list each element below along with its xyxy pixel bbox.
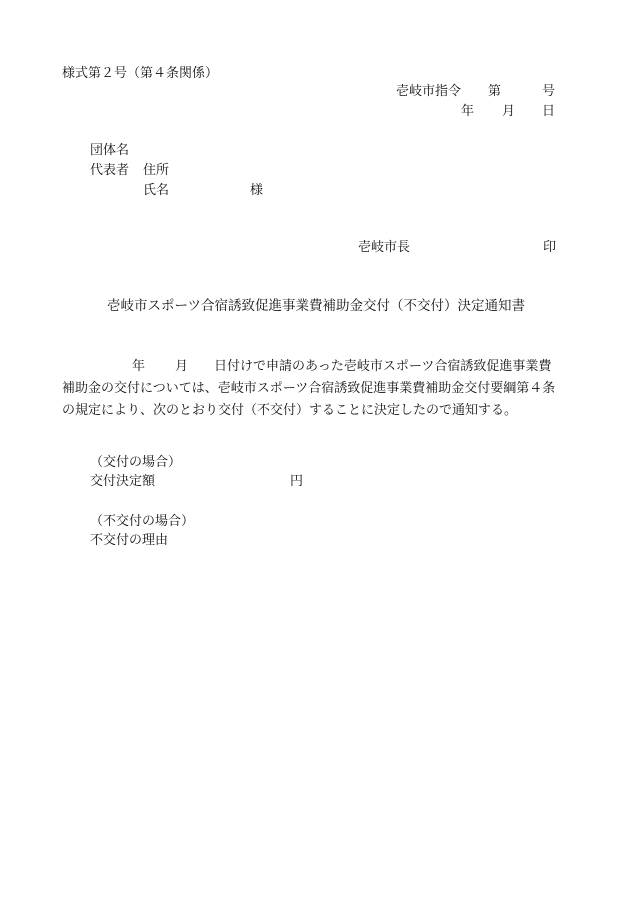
doc-number-gou: 号: [542, 84, 556, 99]
body-line-2: 補助金の交付については、壱岐市スポーツ合宿誘致促進事業費補助金交付要綱第４条: [62, 381, 556, 396]
body-line-3: の規定により、次のとおり交付（不交付）することに決定したので通知する。: [62, 403, 518, 418]
recipient-name-label: 氏名: [143, 183, 170, 198]
body-paragraph: [62, 356, 562, 422]
date-month: 月: [502, 104, 516, 119]
nongrant-reason-label: 不交付の理由: [90, 533, 169, 548]
doc-number-issuer: 壱岐市指令: [396, 84, 462, 99]
form-label: 様式第２号（第４条関係）: [62, 66, 219, 81]
recipient-rep-label: 代表者: [90, 163, 130, 178]
recipient-org-label: 団体名: [90, 143, 130, 158]
doc-number-dai: 第: [488, 84, 502, 99]
sender-title: 壱岐市長: [358, 240, 411, 255]
body-month: 月: [175, 359, 189, 374]
grant-currency: 円: [290, 474, 304, 489]
body-year: 年: [132, 359, 146, 374]
recipient-address-label: 住所: [143, 163, 170, 178]
grant-amount-label: 交付決定額: [90, 474, 156, 489]
document-title: 壱岐市スポーツ合宿誘致促進事業費補助金交付（不交付）決定通知書: [107, 298, 525, 314]
date-year: 年: [461, 104, 475, 119]
grant-case-heading: （交付の場合）: [90, 455, 182, 470]
body-line-1: [62, 356, 562, 378]
recipient-honorific: 様: [250, 183, 264, 198]
nongrant-case-heading: （不交付の場合）: [90, 514, 195, 529]
date-day: 日: [542, 104, 556, 119]
sender-seal: 印: [543, 240, 557, 255]
body-line-1-rest: 日付けで申請のあった壱岐市スポーツ合宿誘致促進事業費: [214, 359, 552, 374]
